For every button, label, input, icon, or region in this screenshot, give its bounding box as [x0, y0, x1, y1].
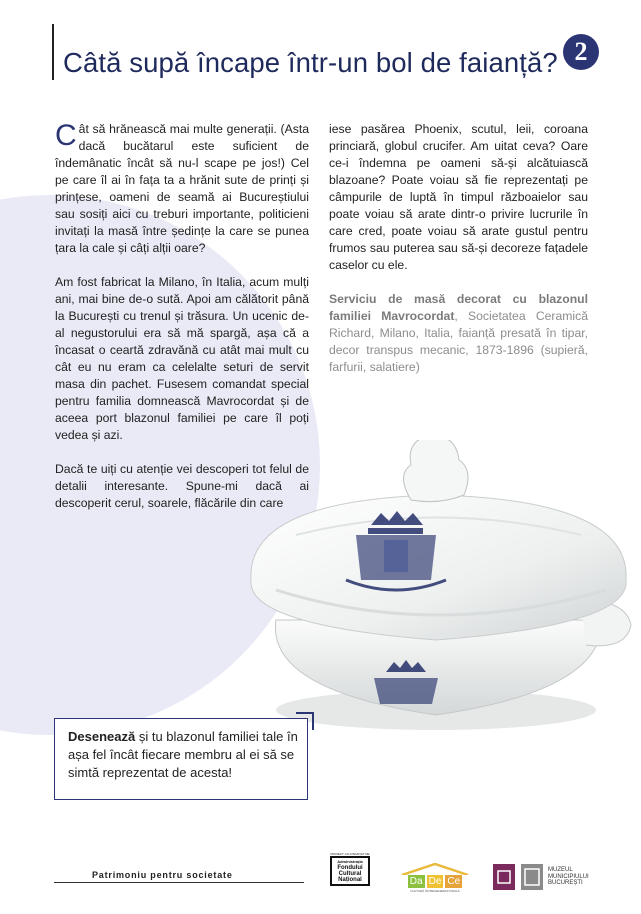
afcn-badge	[330, 856, 370, 886]
intro-paragraph	[55, 121, 309, 257]
institution-crest-icon	[492, 863, 516, 891]
dadece-part: Ce	[447, 876, 461, 887]
afcn-line: Național	[338, 877, 362, 883]
afcn-logo	[330, 852, 370, 886]
dadece-part: De	[428, 876, 442, 887]
dadece-subtitle: CULTURĂ ÎNTREGENERAȚIONALĂ	[410, 889, 460, 893]
museum-line: MUNICIPIULUI	[548, 873, 589, 880]
activity-text	[68, 728, 303, 782]
activity-verb: Desenează	[68, 729, 136, 744]
museum-icon	[520, 863, 544, 891]
footer-rule	[54, 882, 304, 883]
series-title: Patrimoniu pentru societate	[92, 870, 233, 880]
history-paragraph: Am fost fabricat la Milano, în Italia, acum mulți ani, mai bine de-o sută. Apoi am călătorit până la București cu trenul și trăsura. Un ucenic de-al negustorului era să mă spargă, așa că a încasat o ceartă zdravănă cu atât mai mult cu cât eu nu eram ca celelalte seturi de servit masa din pachet. Fusesem comandat special pentru familia domnească Mavrocordat și de aceea port blazonul familiei pe care îl poți vedea și azi.	[55, 275, 309, 442]
title-rule	[52, 24, 54, 80]
museum-line: BUCUREȘTI	[548, 880, 583, 887]
afcn-line: Cultural	[338, 871, 362, 877]
page-number-badge: 2	[563, 34, 599, 70]
afcn-top-text: PROIECT CO-FINANȚAT DE	[330, 852, 370, 856]
tureen-image	[236, 440, 641, 740]
activity-rest: și tu blazonul familiei tale în așa fel încât fiecare membru al ei să se simtă reprezentat de acesta!	[68, 729, 298, 780]
object-caption	[329, 291, 588, 376]
box-corner-accent	[312, 712, 314, 730]
museum-line: MUZEUL	[548, 867, 573, 874]
details-paragraph: Dacă te uiți cu atenție vei descoperi tot felul de detalii interesante. Spune-mi dacă ai descoperit cerul, soarele, flăcările din care	[55, 462, 309, 510]
mmb-logo	[492, 863, 607, 891]
museum-name	[548, 867, 589, 887]
caption-title: Serviciu de masă decorat cu blazonul familiei Mavrocordat	[329, 292, 588, 323]
intro-text: ât să hrănească mai multe generații. (Asta dacă bucătarul este suficient de îndemânatic încât să nu-l scape pe jos!) Cel pe care îl ai în fața ta a hrănit sute de prinți și prințese, oameni de seamă ai Bucureștiului sau sosiți aici cu treburi importante, politicieni invitați la masă între ședințe la care se punea țara la cale și câți alții oare?	[55, 122, 309, 255]
dadece-roof-icon	[400, 863, 470, 875]
afcn-line: Fondului	[337, 865, 363, 871]
heraldry-paragraph: iese pasărea Phoenix, scutul, leii, coroana princiară, globul crucifer. Am uitat ceva? Oare ce-i îndemna pe oameni să-și alcătuiască blazoane? Poate voiau să fie reprezentați pe câmpurile de luptă în timpul războaielor sau poate voiau să arate dintr-o privire lucrurile în care cred, poate voiau să arate gustul pentru frumos sau puterea sau să-și decoreze fațadele caselor cu ele.	[329, 122, 588, 272]
page-title: Câtă supă încape într-un bol de faianță?	[63, 47, 558, 78]
caption-details: , Societatea Ceramică Richard, Milano, Italia, faianță presată în tipar, decor transpus mecanic, 1873-1896 (supieră, farfurii, salatiere)	[329, 309, 588, 374]
drop-cap: C	[55, 119, 77, 152]
dadece-logo	[400, 863, 470, 893]
afcn-line: Administrația	[337, 859, 363, 864]
text-column-right	[329, 121, 588, 393]
dadece-part: Da	[409, 876, 423, 887]
